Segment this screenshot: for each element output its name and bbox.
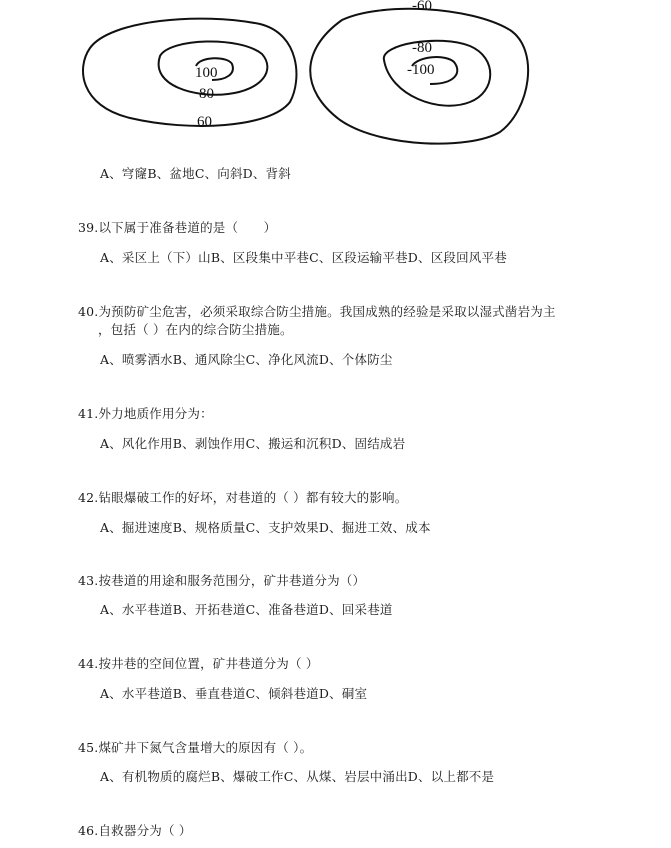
left-label-60: 60 [197,114,212,130]
q42-stem: 42.钻眼爆破工作的好坏，对巷道的（ ）都有较大的影响。 [78,490,408,505]
q40-options: A、喷雾洒水B、通风除尘C、净化风流D、个体防尘 [100,352,393,367]
q43-stem: 43.按巷道的用途和服务范围分，矿井巷道分为（） [78,573,366,588]
q39-options: A、采区上（下）山B、区段集中平巷C、区段运输平巷D、区段回风平巷 [100,250,507,265]
right-label-100: -100 [407,62,435,78]
right-label-80: -80 [412,40,432,56]
q38-options: A、穹窿B、盆地C、向斜D、背斜 [100,166,291,181]
q44-options: A、水平巷道B、垂直巷道C、倾斜巷道D、硐室 [100,686,368,701]
q43-options: A、水平巷道B、开拓巷道C、准备巷道D、回采巷道 [100,602,393,617]
q40-stem-continued: ，包括（ ）在内的综合防尘措施。 [98,322,293,337]
left-label-80: 80 [199,86,214,102]
contour-figure [0,0,671,160]
q44-stem: 44.按井巷的空间位置，矿井巷道分为（ ） [78,656,319,671]
q39-stem: 39.以下属于准备巷道的是（ ） [78,220,277,235]
q41-options: A、风化作用B、剥蚀作用C、搬运和沉积D、固结成岩 [100,436,406,451]
q41-stem: 41.外力地质作用分为： [78,406,213,421]
q42-options: A、掘进速度B、规格质量C、支护效果D、掘进工效、成本 [100,520,431,535]
q45-options: A、有机物质的腐烂B、爆破工作C、从煤、岩层中涌出D、以上都不是 [100,769,495,784]
q40-stem: 40.为预防矿尘危害，必须采取综合防尘措施。我国成熟的经验是采取以湿式凿岩为主 [78,304,556,319]
left-label-100: 100 [195,65,218,81]
left-contour-outer [83,19,296,126]
right-label-60: -60 [412,0,432,14]
left-contours [83,19,296,126]
q46-stem: 46.自救器分为（ ） [78,823,192,838]
right-contour-middle [384,41,490,106]
q45-stem: 45.煤矿井下氮气含量增大的原因有（ ）。 [78,740,313,755]
